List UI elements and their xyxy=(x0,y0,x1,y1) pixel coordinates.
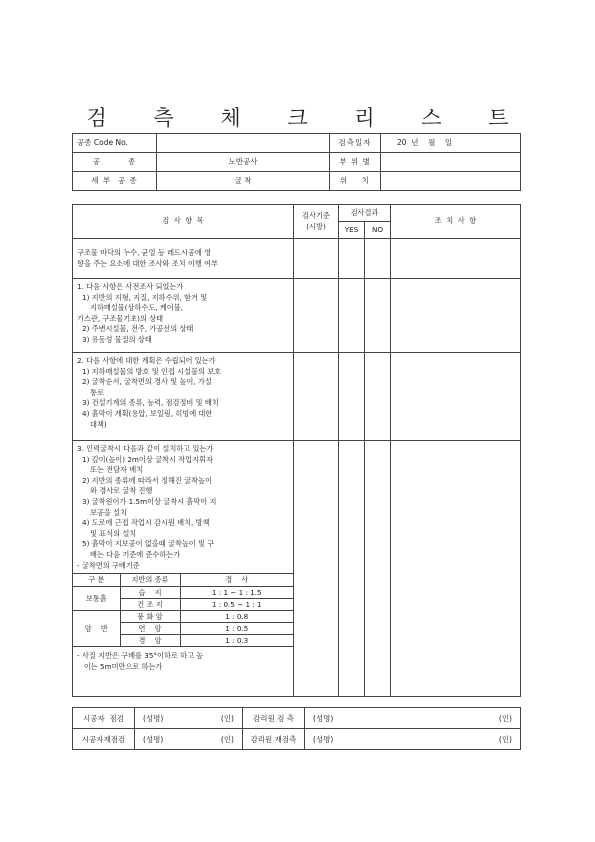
item-line: 가스관, 구조물기초)의 상태 xyxy=(77,313,164,323)
item-line: 2) 지반의 종류에 따라서 정해진 굴착높이 xyxy=(82,475,212,485)
col-result: 검사결과 xyxy=(339,205,391,222)
item-line: 2) 굴착순서, 굴착면의 경사 및 높이, 가설 xyxy=(82,377,212,387)
item-line: 지하매설물(상하수도, 케이블, xyxy=(90,303,183,313)
slope-head-slope: 경 사 xyxy=(180,574,293,587)
no-cell[interactable] xyxy=(365,441,391,697)
detail-label: 세 부 공 종 xyxy=(73,172,157,191)
code-label: 공종 Code No. xyxy=(73,134,157,153)
contractor-check-seal[interactable]: (인) xyxy=(213,708,243,729)
item-line: 보공을 설치 xyxy=(90,507,128,517)
slope-head-kind: 지반의 종류 xyxy=(120,574,180,587)
no-cell[interactable] xyxy=(365,239,391,279)
slope-kind: 건 조 지 xyxy=(120,599,180,611)
action-cell[interactable] xyxy=(391,441,521,697)
supervisor-inspect-seal[interactable]: (인) xyxy=(455,708,521,729)
slope-value: 1 : 0.8 xyxy=(180,611,293,623)
inspection-table xyxy=(72,204,521,697)
page-title: 검 측 체 크 리 스 트 xyxy=(86,106,529,130)
item-line: - 사질 지반은 구배를 35°이하로 하고 높 xyxy=(77,651,204,661)
supervisor-reinspect-label: 감리원 재검측 xyxy=(243,729,305,750)
position-value[interactable] xyxy=(381,172,521,191)
slope-kind: 습 지 xyxy=(120,587,180,599)
item-line: 2) 주변시설물, 전주, 가공선의 상태 xyxy=(82,324,194,334)
item-line: - 굴착면의 구배기준 xyxy=(77,560,140,570)
col-items: 검 사 항 목 xyxy=(73,205,294,239)
yes-cell[interactable] xyxy=(339,441,365,697)
col-no: NO xyxy=(365,222,391,239)
action-cell[interactable] xyxy=(391,239,521,279)
yes-cell[interactable] xyxy=(339,353,365,441)
slope-value: 1 : 0.3 xyxy=(180,635,293,647)
supervisor-inspect-label: 감리원 검 측 xyxy=(243,708,305,729)
item-line: 구조물 바닥의 누수, 균열 등 레드시공에 영 xyxy=(77,247,212,257)
item-line: 1) 지하매설물의 방호 및 인접 시설물의 보호 xyxy=(82,366,222,376)
criteria-cell[interactable] xyxy=(294,239,339,279)
no-cell[interactable] xyxy=(365,353,391,441)
slope-group-soil: 보통흙 xyxy=(73,587,120,611)
slope-head-group: 구 분 xyxy=(73,574,120,587)
slope-kind: 풍 화 암 xyxy=(120,611,180,623)
supervisor-reinspect-name[interactable]: (성명) xyxy=(305,729,455,750)
criteria-cell[interactable] xyxy=(294,279,339,353)
inspection-item xyxy=(73,441,294,697)
location-value[interactable] xyxy=(381,153,521,172)
contractor-recheck-seal[interactable]: (인) xyxy=(213,729,243,750)
detail-value[interactable]: 굴 착 xyxy=(157,172,330,191)
slope-group-rock: 암 반 xyxy=(73,611,120,647)
col-criteria xyxy=(294,205,339,239)
header-table xyxy=(72,133,521,191)
col-criteria-line1: 검사기준 xyxy=(302,210,330,220)
item-line: 2. 다음 사항에 대한 계획은 수립되어 있는가 xyxy=(77,356,216,365)
slope-kind: 연 암 xyxy=(120,623,180,635)
date-label: 검측일자 xyxy=(330,134,381,153)
item-line: 4) 흙막이 계획(용압, 보일링, 히빙에 대한 xyxy=(82,408,213,418)
inspection-item xyxy=(73,353,294,441)
item-line: 3) 굴착원이가 1.5m이상 굴착시 흙막이 지 xyxy=(82,496,217,506)
slope-value: 1 : 0.5 ~ 1 : 1 xyxy=(180,599,293,611)
action-cell[interactable] xyxy=(391,353,521,441)
item-line: 3) 건설기계의 종류, 능력, 점검정비 및 배치 xyxy=(82,398,219,408)
col-criteria-line2: (시방) xyxy=(306,221,326,231)
supervisor-reinspect-seal[interactable]: (인) xyxy=(455,729,521,750)
item-line: 통로 xyxy=(90,387,104,397)
supervisor-inspect-name[interactable]: (성명) xyxy=(305,708,455,729)
inspection-item xyxy=(73,239,294,279)
item-line: 5) 흙막이 지보공이 없을때 굴착높이 및 구 xyxy=(82,539,215,549)
item-line: 와 경사로 굴착 진행 xyxy=(90,486,153,496)
contractor-recheck-label: 시공자재점검 xyxy=(73,729,135,750)
yes-cell[interactable] xyxy=(339,239,365,279)
item-line: 1) 깊이(높이) 2m이상 굴착시 작업지휘자 xyxy=(82,454,213,464)
col-yes: YES xyxy=(339,222,365,239)
criteria-cell[interactable] xyxy=(294,441,339,697)
work-type-value[interactable]: 노반공사 xyxy=(157,153,330,172)
slope-value: 1 : 0.5 xyxy=(180,623,293,635)
item-line: 이는 5m미만으로 하는가 xyxy=(77,661,163,671)
no-cell[interactable] xyxy=(365,279,391,353)
slope-kind: 경 암 xyxy=(120,635,180,647)
item-line: 1) 지반의 지형, 지질, 지하수위, 함거 및 xyxy=(82,292,208,302)
item-line: 3. 인력굴착시 다음과 같이 설치하고 있는가 xyxy=(77,444,214,453)
code-value[interactable] xyxy=(157,134,330,153)
item-line: 향을 주는 요소에 대한 조사와 조치 이행 여부 xyxy=(77,258,218,268)
contractor-recheck-name[interactable]: (성명) xyxy=(135,729,213,750)
action-cell[interactable] xyxy=(391,279,521,353)
slope-value: 1 : 1 ~ 1 : 1.5 xyxy=(180,587,293,599)
item-line: 및 표식의 설치 xyxy=(90,528,137,538)
contractor-check-label: 시공자 점검 xyxy=(73,708,135,729)
yes-cell[interactable] xyxy=(339,279,365,353)
signature-table xyxy=(72,707,521,750)
date-value[interactable]: 20 년 월 일 xyxy=(381,134,521,153)
slope-table xyxy=(73,573,293,647)
item-line: 4) 도로에 근접 작업시 감시원 배치, 방책 xyxy=(82,518,210,528)
item-line: 대책) xyxy=(90,419,107,429)
position-label: 위 치 xyxy=(330,172,381,191)
item-line: 3) 유동성 물질의 상태 xyxy=(82,334,152,344)
inspection-item xyxy=(73,279,294,353)
item-line: 배는 다음 기준에 준수하는가 xyxy=(90,549,181,559)
criteria-cell[interactable] xyxy=(294,353,339,441)
work-type-label: 공 종 xyxy=(73,153,157,172)
contractor-check-name[interactable]: (성명) xyxy=(135,708,213,729)
location-label: 부 위 별 xyxy=(330,153,381,172)
col-action: 조 치 사 항 xyxy=(391,205,521,239)
item-line: 또는 전담자 배치 xyxy=(90,465,144,475)
item-line: 1. 다음 사항은 사전조사 되었는가 xyxy=(77,282,184,291)
